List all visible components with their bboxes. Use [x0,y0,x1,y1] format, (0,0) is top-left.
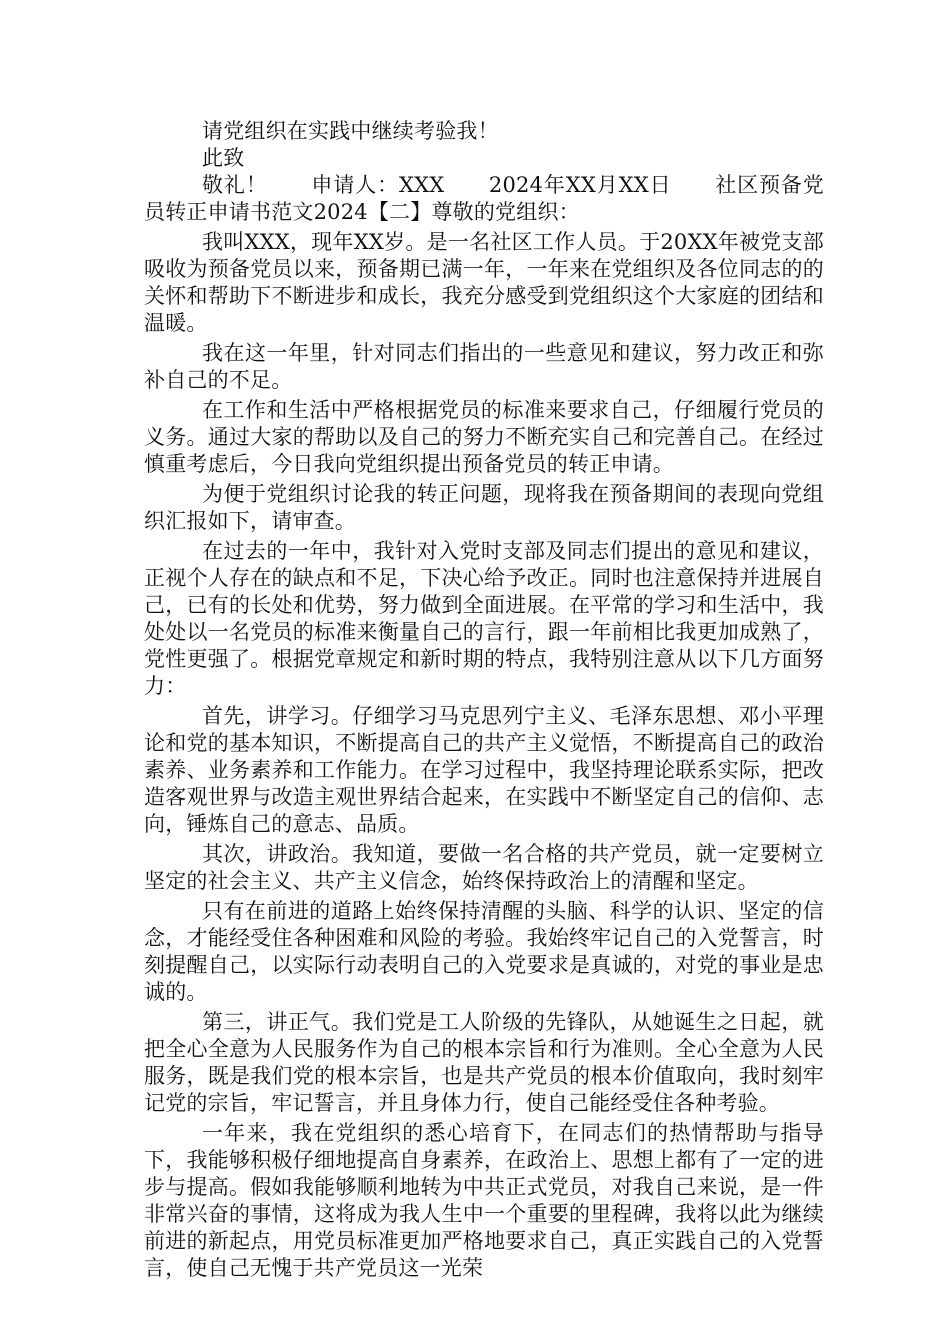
paragraph-integrity: 第三，讲正气。我们党是工人阶级的先锋队，从她诞生之日起，就把全心全意为人民服务作为自己的根本宗旨和行为准则。全心全意为人民服务，既是我们党的根本宗旨，也是共产党员的根本价值取向，我时刻牢记党的宗旨，牢记誓言，并且身体力行，使自己能经受住各种考验。 [144,1010,824,1115]
paragraph-signature-and-title: 敬礼！ 申请人：XXX 2024年XX月XX日 社区预备党员转正申请书范文2024【二】尊敬的党组织： [144,173,824,224]
paragraph-report-intro: 为便于党组织讨论我的转正问题，现将我在预备期间的表现向党组织汇报如下，请审查。 [144,482,824,533]
paragraph-conclusion: 一年来，我在党组织的悉心培育下，在同志们的热情帮助与指导下，我能够积极仔细地提高自身素养，在政治上、思想上都有了一定的进步与提高。假如我能够顺利地转为中共正式党员，对我自己来说，是一件非常兴奋的事情，这将成为我人生中一个重要的里程碑，我将以此为继续前进的新起点，用党员标准更加严格地要求自己，真正实践自己的入党誓言，使自己无愧于共产党员这一光荣 [144,1121,824,1280]
paragraph-salutation: 此致 [202,146,245,170]
paragraph-study: 首先，讲学习。仔细学习马克思列宁主义、毛泽东思想、邓小平理论和党的基本知识，不断提高自己的共产主义觉悟，不断提高自己的政治素养、业务素养和工作能力。在学习过程中，我坚持理论联系实际，把改造客观世界与改造主观世界结合起来，在实践中不断坚定自己的信仰、志向，锤炼自己的意志、品质。 [144,704,824,836]
paragraph-application: 在工作和生活中严格根据党员的标准来要求自己，仔细履行党员的义务。通过大家的帮助以及自己的努力不断充实自己和完善自己。在经过慎重考虑后，今日我向党组织提出预备党员的转正申请。 [144,398,824,476]
paragraph-belief: 只有在前进的道路上始终保持清醒的头脑、科学的认识、坚定的信念，才能经受住各种困难和风险的考验。我始终牢记自己的入党誓言，时刻提醒自己，以实际行动表明自己的入党要求是真诚的，对党的事业是忠诚的。 [144,899,824,1004]
paragraph-past-year: 在过去的一年中，我针对入党时支部及同志们提出的意见和建议，正视个人存在的缺点和不足，下决心给予改正。同时也注意保持并进展自己，已有的长处和优势，努力做到全面进展。在平常的学习和生活中，我处处以一名党员的标准来衡量自己的言行，跟一年前相比我更加成熟了，党性更强了。根据党章规定和新时期的特点，我特别注意从以下几方面努力： [144,539,824,698]
paragraph-closing-request: 请党组织在实践中继续考验我！ [202,119,499,143]
paragraph-improvement: 我在这一年里，针对同志们指出的一些意见和建议，努力改正和弥补自己的不足。 [144,341,824,392]
document-body [144,118,824,1282]
paragraph-introduction: 我叫XXX，现年XX岁。是一名社区工作人员。于20XX年被党支部吸收为预备党员以来，预备期已满一年，一年来在党组织及各位同志的的关怀和帮助下不断进步和成长，我充分感受到党组织这个大家庭的团结和温暖。 [144,230,824,335]
paragraph-politics: 其次，讲政治。我知道，要做一名合格的共产党员，就一定要树立坚定的社会主义、共产主义信念，始终保持政治上的清醒和坚定。 [144,842,824,893]
